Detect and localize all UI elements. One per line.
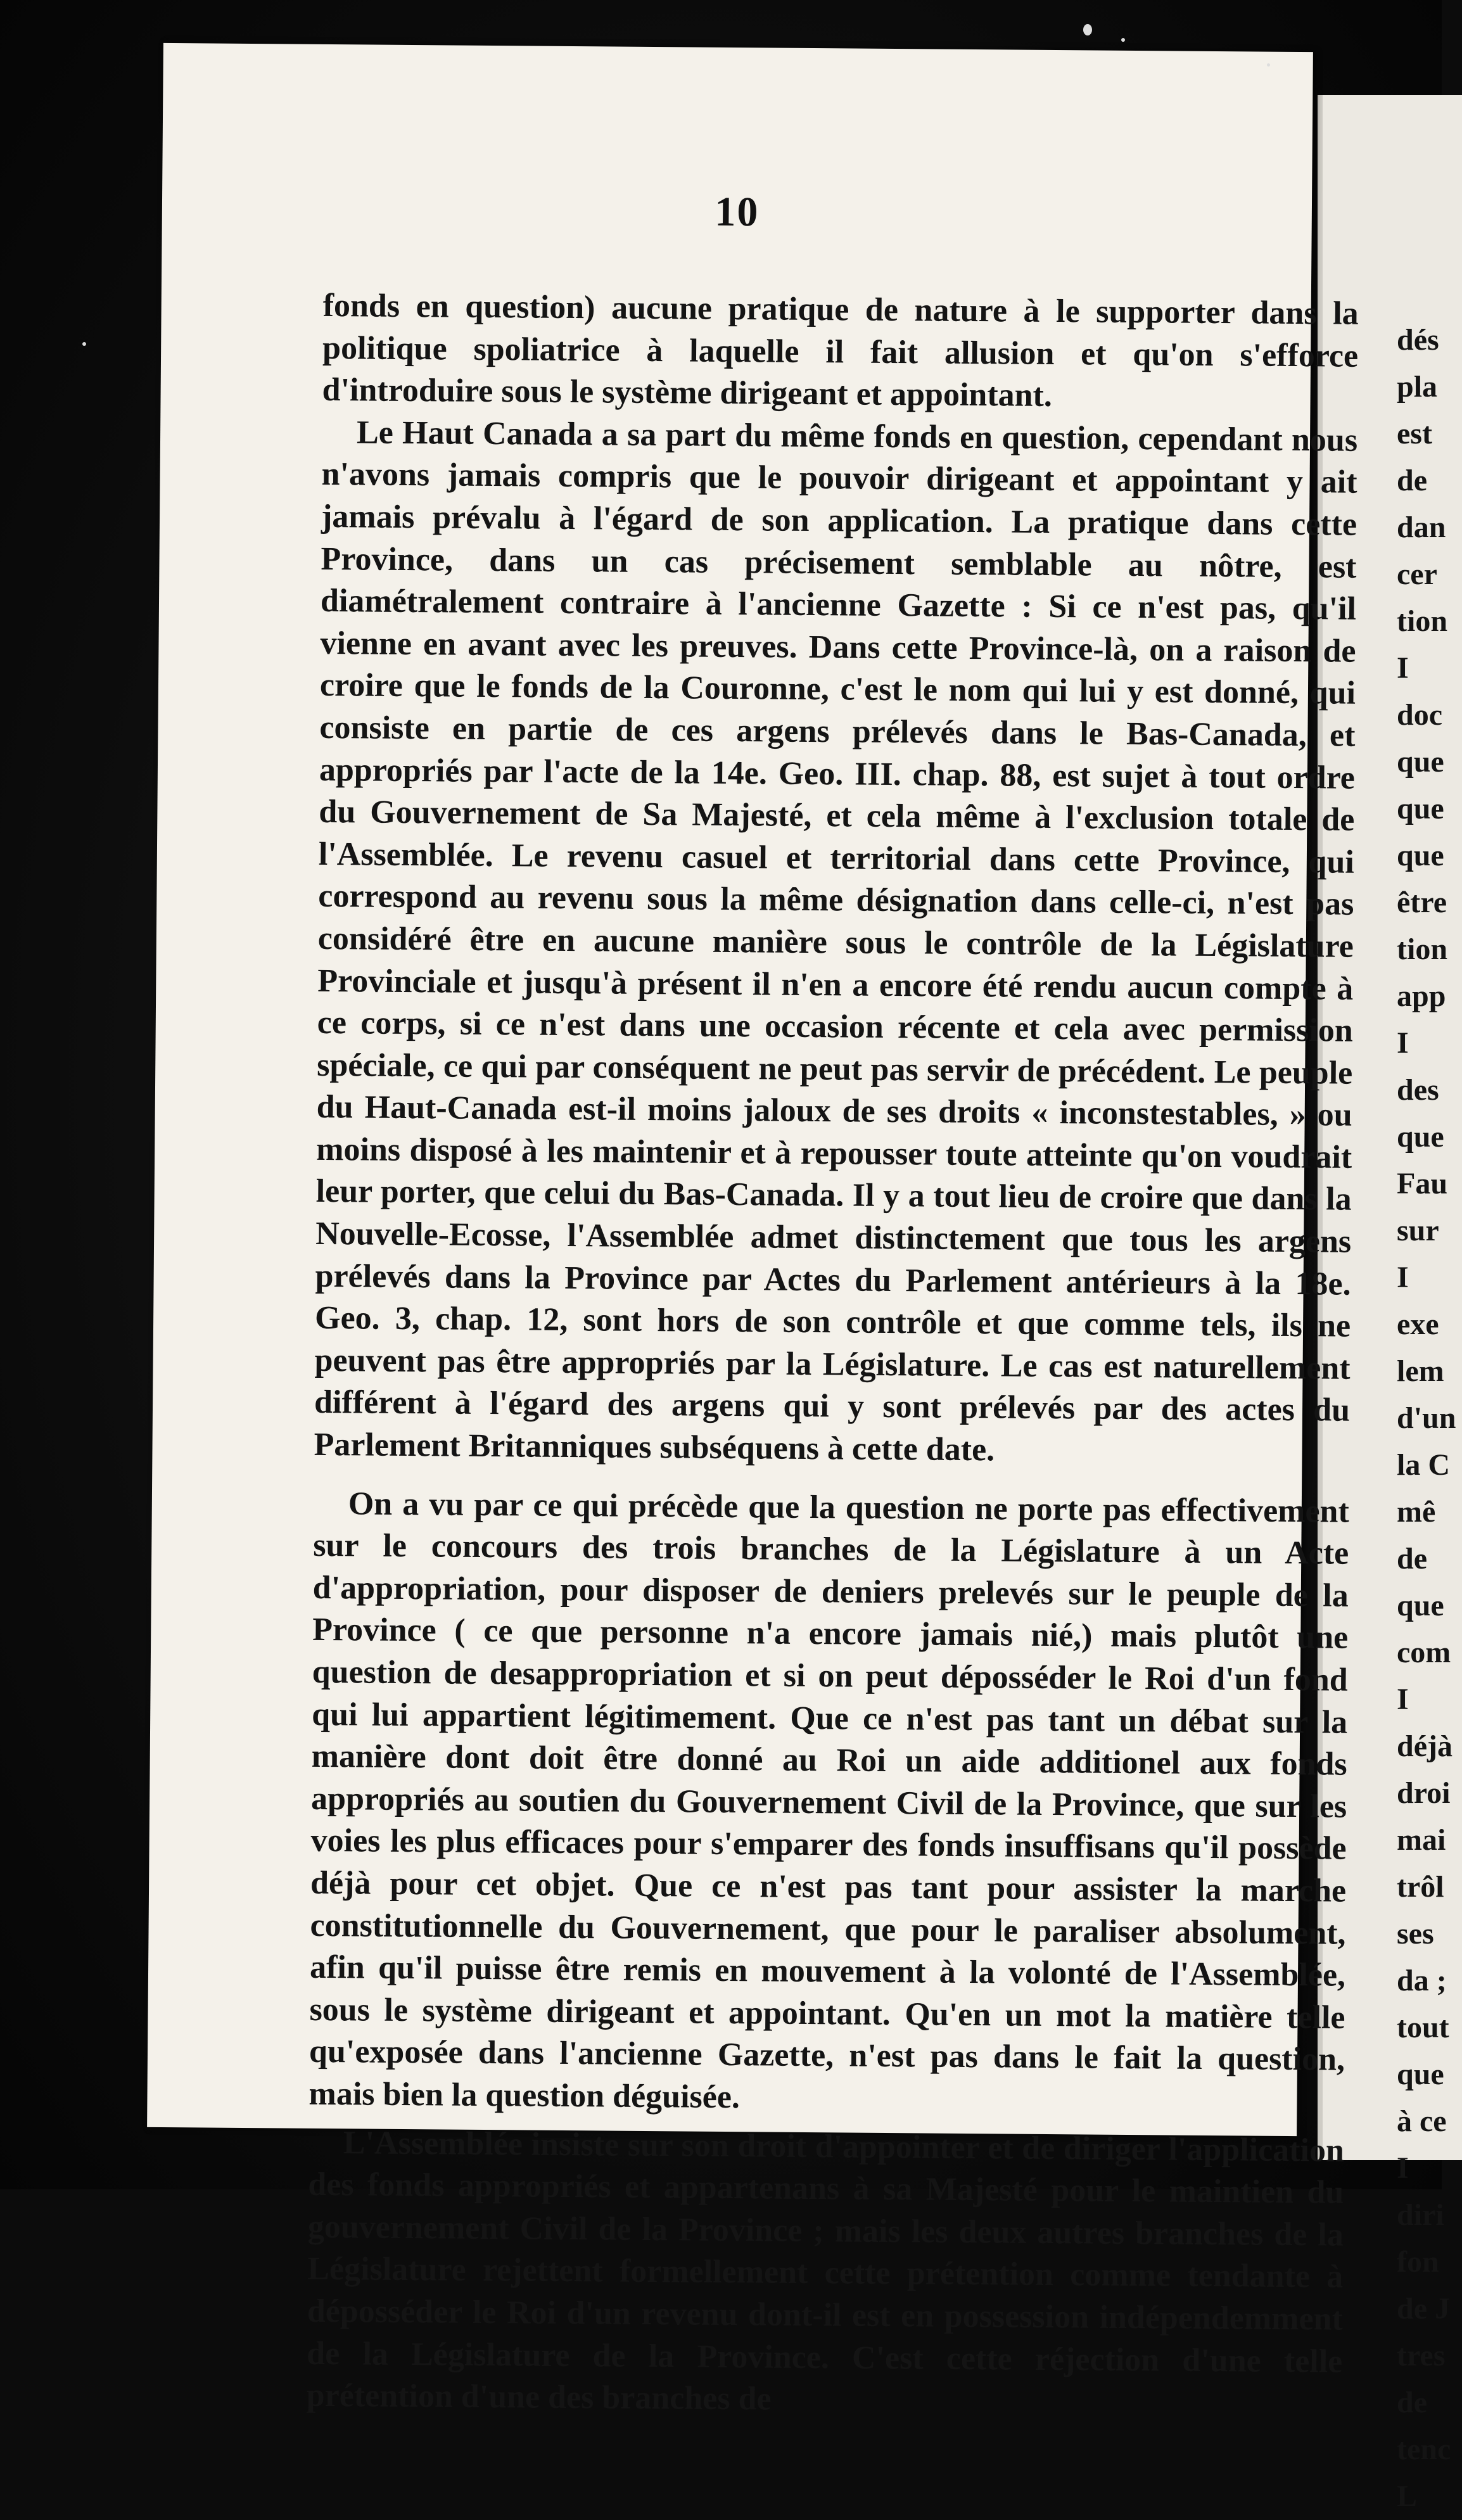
- facing-line: I: [1397, 651, 1409, 685]
- facing-line: des: [1397, 1073, 1439, 1107]
- facing-line: que: [1397, 839, 1444, 872]
- facing-line: I: [1397, 1026, 1409, 1060]
- facing-line: à ce: [1397, 2104, 1447, 2138]
- facing-line: exe: [1397, 1308, 1439, 1341]
- facing-line: de J: [1397, 2292, 1450, 2326]
- facing-line: fon: [1397, 2245, 1439, 2279]
- facing-line: Fau: [1397, 1167, 1448, 1200]
- facing-line: de: [1397, 1542, 1427, 1575]
- facing-line: I: [1397, 1261, 1409, 1294]
- facing-line: mai: [1397, 1823, 1446, 1857]
- facing-line: mê: [1397, 1495, 1436, 1529]
- document-page: [147, 43, 1359, 2417]
- facing-line: que: [1397, 745, 1444, 779]
- facing-line: diri: [1397, 2198, 1444, 2232]
- facing-line: que: [1397, 792, 1444, 825]
- facing-line: app: [1397, 979, 1446, 1013]
- page-number: 10: [715, 188, 760, 236]
- scan-speck: [1083, 24, 1092, 35]
- facing-line: déjà: [1397, 1729, 1452, 1763]
- facing-line: dés: [1397, 323, 1439, 357]
- facing-line: tres: [1397, 2339, 1446, 2372]
- facing-line: I: [1397, 1683, 1409, 1716]
- facing-line: être: [1397, 886, 1447, 919]
- facing-line: sur: [1397, 1214, 1439, 1247]
- facing-line: lem: [1397, 1354, 1444, 1388]
- facing-page-text: [1397, 317, 1456, 2520]
- facing-line: tion: [1397, 604, 1448, 638]
- facing-line: ses: [1397, 1917, 1434, 1950]
- facing-line: est: [1397, 417, 1432, 450]
- facing-line: droi: [1397, 1776, 1451, 1810]
- facing-line: d'un: [1397, 1401, 1456, 1435]
- facing-line: la C: [1397, 1448, 1450, 1482]
- facing-line: de: [1397, 464, 1427, 497]
- facing-line: L: [1397, 2479, 1418, 2513]
- facing-line: que: [1397, 1120, 1444, 1154]
- facing-line: que: [1397, 2058, 1444, 2091]
- facing-line: I: [1397, 2151, 1409, 2185]
- paragraph-1: fonds en question) aucune pratique de nature à le supporter dans la politique spoliatrice à laquelle il fait allusion et qu'on s'efforce d'introduire sous le système dirigeant et appointant.: [322, 287, 1359, 414]
- facing-line: cer: [1397, 557, 1437, 591]
- paragraph-2: Le Haut Canada a sa part du même fonds en question, cependant nous n'avons jamais compris que le pouvoir dirigeant et appointant y ait jamais prévalu à l'égard de son application. La pratique dans cette Province, dans un cas précisement semblable au nôtre, est diamétralement contraire à l'ancienne Gazette : Si ce n'est pas, qu'il vienne en avant avec les preuves. Dans cette Province-là, on a raison de croire que le fonds de la Couronne, c'est le nom qui lui y est donné, qui consiste en partie de ces argens prélevés dans le Bas-Canada, et appropriés par l'acte de la 14e. Geo. III. chap. 88, est sujet à tout ordre du Gouvernement de Sa Majesté, et cela même à l'exclusion totale de l'Assemblée. Le revenu casuel et territorial dans cette Province, qui correspond au revenu sous la même désignation dans celle-ci, n'est pas considéré être en aucune manière sous le contrôle de la Législature Provinciale et jusqu'à présent il n'en a encore été rendu aucun compte à ce corps, si ce n'est dans une occasion récente et cela avec permission spéciale, ce qui par conséquent ne peut pas servir de précédent. Le peuple du Haut-Canada est-il moins jaloux de ses droits « inconstestables, » ou moins disposé à les maintenir et à repousser toute atteinte qu'on voudrait leur porter, que celui du Bas-Canada. Il y a tout lieu de croire que dans la Nouvelle-Ecosse, l'Assemblée admet distinctement que tous les argens prélevés dans la Province par Actes du Parlement antérieurs à la 18e. Geo. 3, chap. 12, sont hors de son contrôle et que comme tels, ils ne peuvent pas être appropriés par la Législature. Le cas est naturellement différent à l'égard des argens qui y sont prélevés par des actes du Parlement Britanniques subséquens à cette date.: [314, 414, 1358, 1468]
- facing-line: tout: [1397, 2011, 1449, 2044]
- facing-line: de: [1397, 2386, 1427, 2419]
- scan-speck: [1121, 38, 1125, 42]
- scan-speck: [82, 342, 86, 346]
- facing-line: com: [1397, 1636, 1451, 1669]
- paragraph-3: On a vu par ce qui précède que la question ne porte pas effectivement sur le concours des trois branches de la Législature à un Acte d'appropriation, pour disposer de deniers prelevés sur le peuple de la Province ( ce que personne n'a encore jamais nié,) mais plutôt une question de desappropriation et si on peut déposséder le Roi d'un fond qui lui appartient légitimement. Que ce n'est pas tant un débat sur la manière dont doit être donné au Roi un aide additionel aux fonds appropriés au soutien du Gouvernement Civil de la Province, que sur les voies les plus efficaces pour s'emparer des fonds insuffisans qu'il possède déjà pour cet objet. Que ce n'est pas tant pour assister la marche constitutionnelle du Gouvernement, que pour le paraliser absolument, afin qu'il puisse être remis en mouvement à la volonté de l'Assemblée, sous le système dirigeant et appointant. Qu'en un mot la matière telle qu'exposée dans l'ancienne Gazette, n'est pas dans le fait la question, mais bien la question déguisée.: [308, 1485, 1350, 2116]
- facing-line: doc: [1397, 698, 1442, 732]
- facing-line: trôl: [1397, 1870, 1444, 1904]
- facing-line: tion: [1397, 932, 1448, 966]
- body-text: [306, 285, 1359, 2417]
- facing-line: tenc: [1397, 2433, 1451, 2466]
- facing-line: pla: [1397, 370, 1438, 404]
- facing-line: que: [1397, 1589, 1444, 1622]
- facing-line: dan: [1397, 511, 1446, 544]
- paragraph-4: L'Assemblée insiste sur son droit d'appointer et de diriger l'application des fonds appropriés et appartenans à sa Majesté pour le maintien du gouvernement Civil de la Province ; mais les deux autres branches de la Législature rejettent formellement cette prétention comme tendante à déposséder le Roi d'un revenu dont-il est en possession indépendemment de la Législature de la Province. C'est cette réjection d'une telle prétention d'une des branches de: [306, 2124, 1345, 2417]
- scan-speck: [1267, 63, 1270, 67]
- facing-line: da ;: [1397, 1964, 1447, 1997]
